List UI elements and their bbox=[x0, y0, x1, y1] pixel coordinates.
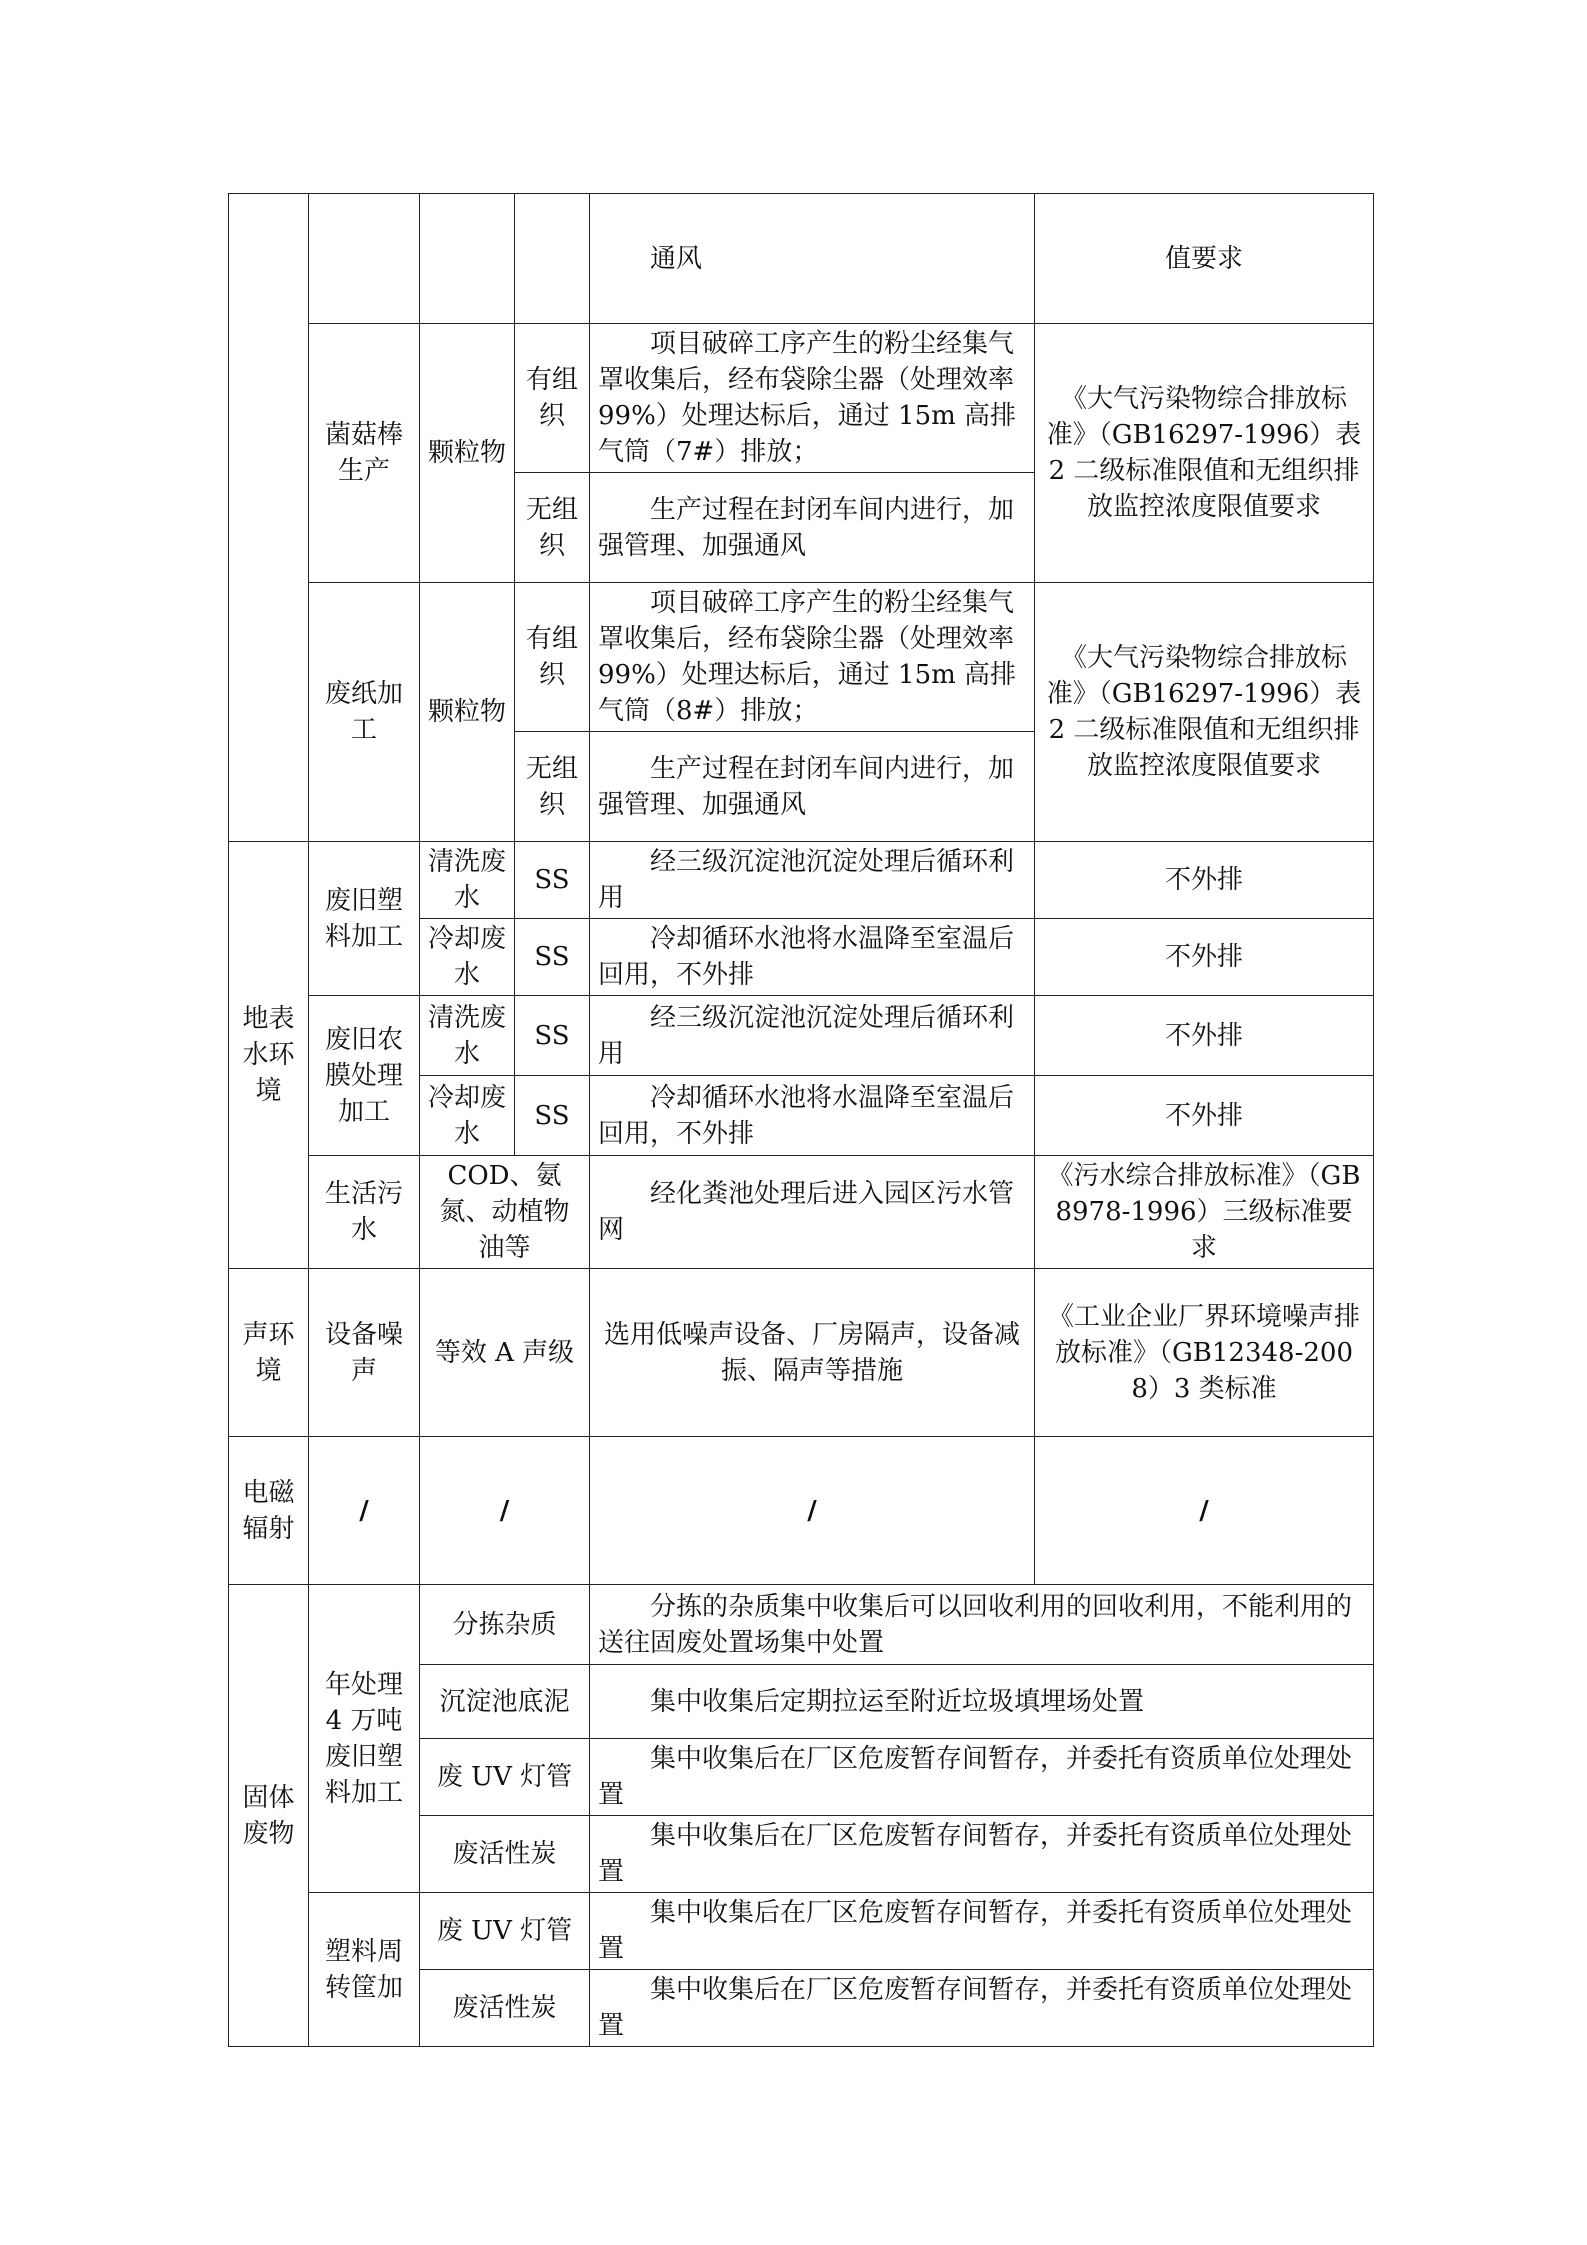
process-cell: 废旧农膜处理加工 bbox=[309, 996, 420, 1156]
process-cell: 塑料周转筐加 bbox=[309, 1893, 420, 2047]
standard-cell: 《污水综合排放标准》（GB8978-1996）三级标准要求 bbox=[1035, 1156, 1374, 1269]
source-cell: 冷却废水 bbox=[420, 1076, 515, 1156]
disposal-cell: 集中收集后在厂区危废暂存间暂存，并委托有资质单位处理处置 bbox=[590, 1816, 1374, 1893]
source-cell: 冷却废水 bbox=[420, 919, 515, 996]
source-cell: 清洗废水 bbox=[420, 842, 515, 919]
measure-cell: 项目破碎工序产生的粉尘经集气罩收集后，经布袋除尘器（处理效率 99%）处理达标后，通过 15m 高排气筒（8#）排放； bbox=[590, 583, 1035, 732]
category-cell-air bbox=[229, 194, 309, 842]
disposal-cell: 集中收集后定期拉运至附近垃圾填埋场处置 bbox=[590, 1665, 1374, 1739]
process-cell: 废纸加工 bbox=[309, 583, 420, 842]
pollutant-cell: SS bbox=[515, 919, 590, 996]
emission-type-cell: 有组织 bbox=[515, 583, 590, 732]
disposal-cell: 集中收集后在厂区危废暂存间暂存，并委托有资质单位处理处置 bbox=[590, 1970, 1374, 2047]
measure-cell: 通风 bbox=[590, 194, 1035, 324]
disposal-cell: 集中收集后在厂区危废暂存间暂存，并委托有资质单位处理处置 bbox=[590, 1893, 1374, 1970]
slash-cell: / bbox=[420, 1437, 590, 1585]
slash-cell: / bbox=[1035, 1437, 1374, 1585]
measure-cell: 经化粪池处理后进入园区污水管网 bbox=[590, 1156, 1035, 1269]
standard-cell: 不外排 bbox=[1035, 919, 1374, 996]
measure-cell: 冷却循环水池将水温降至室温后回用，不外排 bbox=[590, 1076, 1035, 1156]
emission-type-cell: 无组织 bbox=[515, 473, 590, 583]
standard-cell: 《工业企业厂界环境噪声排放标准》（GB12348-2008）3 类标准 bbox=[1035, 1269, 1374, 1437]
category-cell: 固体废物 bbox=[229, 1585, 309, 2047]
waste-cell: 废活性炭 bbox=[420, 1816, 590, 1893]
pollutant-cell: SS bbox=[515, 1076, 590, 1156]
standard-cell: 不外排 bbox=[1035, 842, 1374, 919]
measure-cell: 经三级沉淀池沉淀处理后循环利用 bbox=[590, 842, 1035, 919]
table-row bbox=[229, 842, 1374, 919]
pollutant-cell: COD、氨氮、动植物油等 bbox=[420, 1156, 590, 1269]
table-row bbox=[229, 194, 1374, 324]
measure-cell: 项目破碎工序产生的粉尘经集气罩收集后，经布袋除尘器（处理效率 99%）处理达标后，通过 15m 高排气筒（7#）排放； bbox=[590, 324, 1035, 473]
waste-cell: 废 UV 灯管 bbox=[420, 1739, 590, 1816]
pollutant-cell: 等效 A 声级 bbox=[420, 1269, 590, 1437]
table-row bbox=[229, 1585, 1374, 1665]
category-cell: 地表水环境 bbox=[229, 842, 309, 1269]
waste-cell: 分拣杂质 bbox=[420, 1585, 590, 1665]
category-cell: 声环境 bbox=[229, 1269, 309, 1437]
emission-type-cell: 有组织 bbox=[515, 324, 590, 473]
table-row bbox=[229, 1893, 1374, 1970]
pollutant-cell: 颗粒物 bbox=[420, 583, 515, 842]
table-row bbox=[229, 996, 1374, 1076]
waste-cell: 废 UV 灯管 bbox=[420, 1893, 590, 1970]
standard-cell: 不外排 bbox=[1035, 1076, 1374, 1156]
process-cell: 菌菇棒生产 bbox=[309, 324, 420, 583]
source-cell: 生活污水 bbox=[309, 1156, 420, 1269]
pollutant-cell: SS bbox=[515, 842, 590, 919]
measure-cell: 冷却循环水池将水温降至室温后回用，不外排 bbox=[590, 919, 1035, 996]
disposal-cell: 分拣的杂质集中收集后可以回收利用的回收利用，不能利用的送往固废处置场集中处置 bbox=[590, 1585, 1374, 1665]
table-row bbox=[229, 583, 1374, 732]
process-cell: 年处理 4 万吨废旧塑料加工 bbox=[309, 1585, 420, 1893]
waste-cell: 废活性炭 bbox=[420, 1970, 590, 2047]
standard-cell: 《大气污染物综合排放标准》（GB16297-1996）表 2 二级标准限值和无组织排放监控浓度限值要求 bbox=[1035, 324, 1374, 583]
slash-cell: / bbox=[590, 1437, 1035, 1585]
measure-cell: 生产过程在封闭车间内进行，加强管理、加强通风 bbox=[590, 473, 1035, 583]
standard-cell: 值要求 bbox=[1035, 194, 1374, 324]
source-cell: 设备噪声 bbox=[309, 1269, 420, 1437]
standard-cell: 《大气污染物综合排放标准》（GB16297-1996）表 2 二级标准限值和无组织排放监控浓度限值要求 bbox=[1035, 583, 1374, 842]
pollutant-cell: SS bbox=[515, 996, 590, 1076]
waste-cell: 沉淀池底泥 bbox=[420, 1665, 590, 1739]
environmental-measures-table bbox=[228, 193, 1374, 2047]
standard-cell: 不外排 bbox=[1035, 996, 1374, 1076]
measure-cell: 选用低噪声设备、厂房隔声，设备减振、隔声等措施 bbox=[590, 1269, 1035, 1437]
slash-cell: / bbox=[309, 1437, 420, 1585]
measure-cell: 经三级沉淀池沉淀处理后循环利用 bbox=[590, 996, 1035, 1076]
source-cell: 清洗废水 bbox=[420, 996, 515, 1076]
process-cell: 废旧塑料加工 bbox=[309, 842, 420, 996]
pollutant-cell: 颗粒物 bbox=[420, 324, 515, 583]
table-row bbox=[229, 1437, 1374, 1585]
emission-type-cell: 无组织 bbox=[515, 732, 590, 842]
table-row bbox=[229, 1156, 1374, 1269]
table-row bbox=[229, 1269, 1374, 1437]
measure-cell: 生产过程在封闭车间内进行，加强管理、加强通风 bbox=[590, 732, 1035, 842]
disposal-cell: 集中收集后在厂区危废暂存间暂存，并委托有资质单位处理处置 bbox=[590, 1739, 1374, 1816]
table-row bbox=[229, 324, 1374, 473]
category-cell: 电磁辐射 bbox=[229, 1437, 309, 1585]
